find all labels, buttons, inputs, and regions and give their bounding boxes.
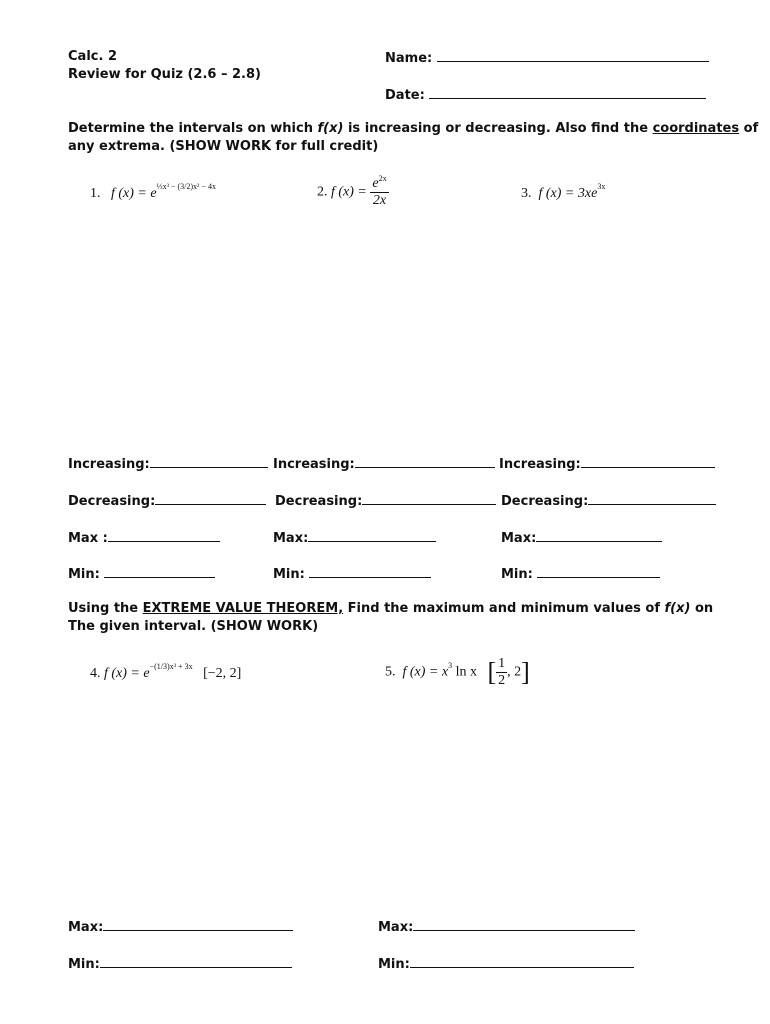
date-label: Date:	[385, 88, 425, 103]
section2-instructions-line2: The given interval. (SHOW WORK)	[68, 619, 319, 634]
section1-instructions: Determine the intervals on which f(x) is increasing or decreasing. Also find the coordinates of	[68, 121, 759, 136]
name-line	[437, 49, 709, 62]
problem-3: 3. f $(x) = 3xe^{3x}$	[521, 182, 606, 201]
answer-1-max[interactable]: Max :	[68, 529, 220, 546]
answer-1-decreasing[interactable]: Decreasing:	[68, 492, 266, 509]
answer-1-min[interactable]: Min:	[68, 565, 215, 582]
answer-2-increasing[interactable]: Increasing:	[273, 455, 495, 472]
answer-3-increasing[interactable]: Increasing:	[499, 455, 715, 472]
problem-4-interval: [−2, 2]	[203, 666, 242, 681]
name-field[interactable]	[385, 49, 709, 66]
answer-2-max[interactable]: Max:	[273, 529, 436, 546]
answer-3-min[interactable]: Min:	[501, 565, 660, 582]
answer-2-min[interactable]: Min:	[273, 565, 431, 582]
name-label: Name:	[385, 51, 433, 66]
answer-1-increasing[interactable]: Increasing:	[68, 455, 268, 472]
section1-instructions-line2: any extrema. (SHOW WORK for full credit)	[68, 139, 379, 154]
section2-instructions: Using the EXTREME VALUE THEOREM, Find the maximum and minimum values of f(x) on	[68, 601, 714, 616]
answer-3-decreasing[interactable]: Decreasing:	[501, 492, 716, 509]
answer-3-max[interactable]: Max:	[501, 529, 662, 546]
answer-5-max[interactable]: Max:	[378, 918, 635, 935]
problem-1-exponent: ⅓x³ − (3/2)x² − 4x	[156, 182, 216, 191]
answer-4-max[interactable]: Max:	[68, 918, 293, 935]
problem-5: 5. f $(x) = x^3$ ln x [ $\frac{1}{2}$ , 2]	[385, 656, 530, 688]
problem-2: 2. f (x) = $\frac{e^{2x}}{2x}$	[317, 174, 387, 208]
date-field[interactable]	[385, 86, 706, 103]
answer-4-min[interactable]: Min:	[68, 955, 292, 972]
problem-1: 1. f $(x) = e^{\frac{1}{3}x^3 - (3/2)x^2 - 4x}$	[90, 182, 216, 201]
problem-4: 4. f $(x) = e^{-(1/3)x^3 + 3x}$ [−2, 2]	[90, 662, 242, 681]
answer-2-decreasing[interactable]: Decreasing:	[275, 492, 496, 509]
quiz-subtitle: Review for Quiz (2.6 – 2.8)	[68, 67, 261, 82]
course-title: Calc. 2	[68, 49, 117, 64]
answer-5-min[interactable]: Min:	[378, 955, 634, 972]
date-line	[429, 86, 706, 99]
